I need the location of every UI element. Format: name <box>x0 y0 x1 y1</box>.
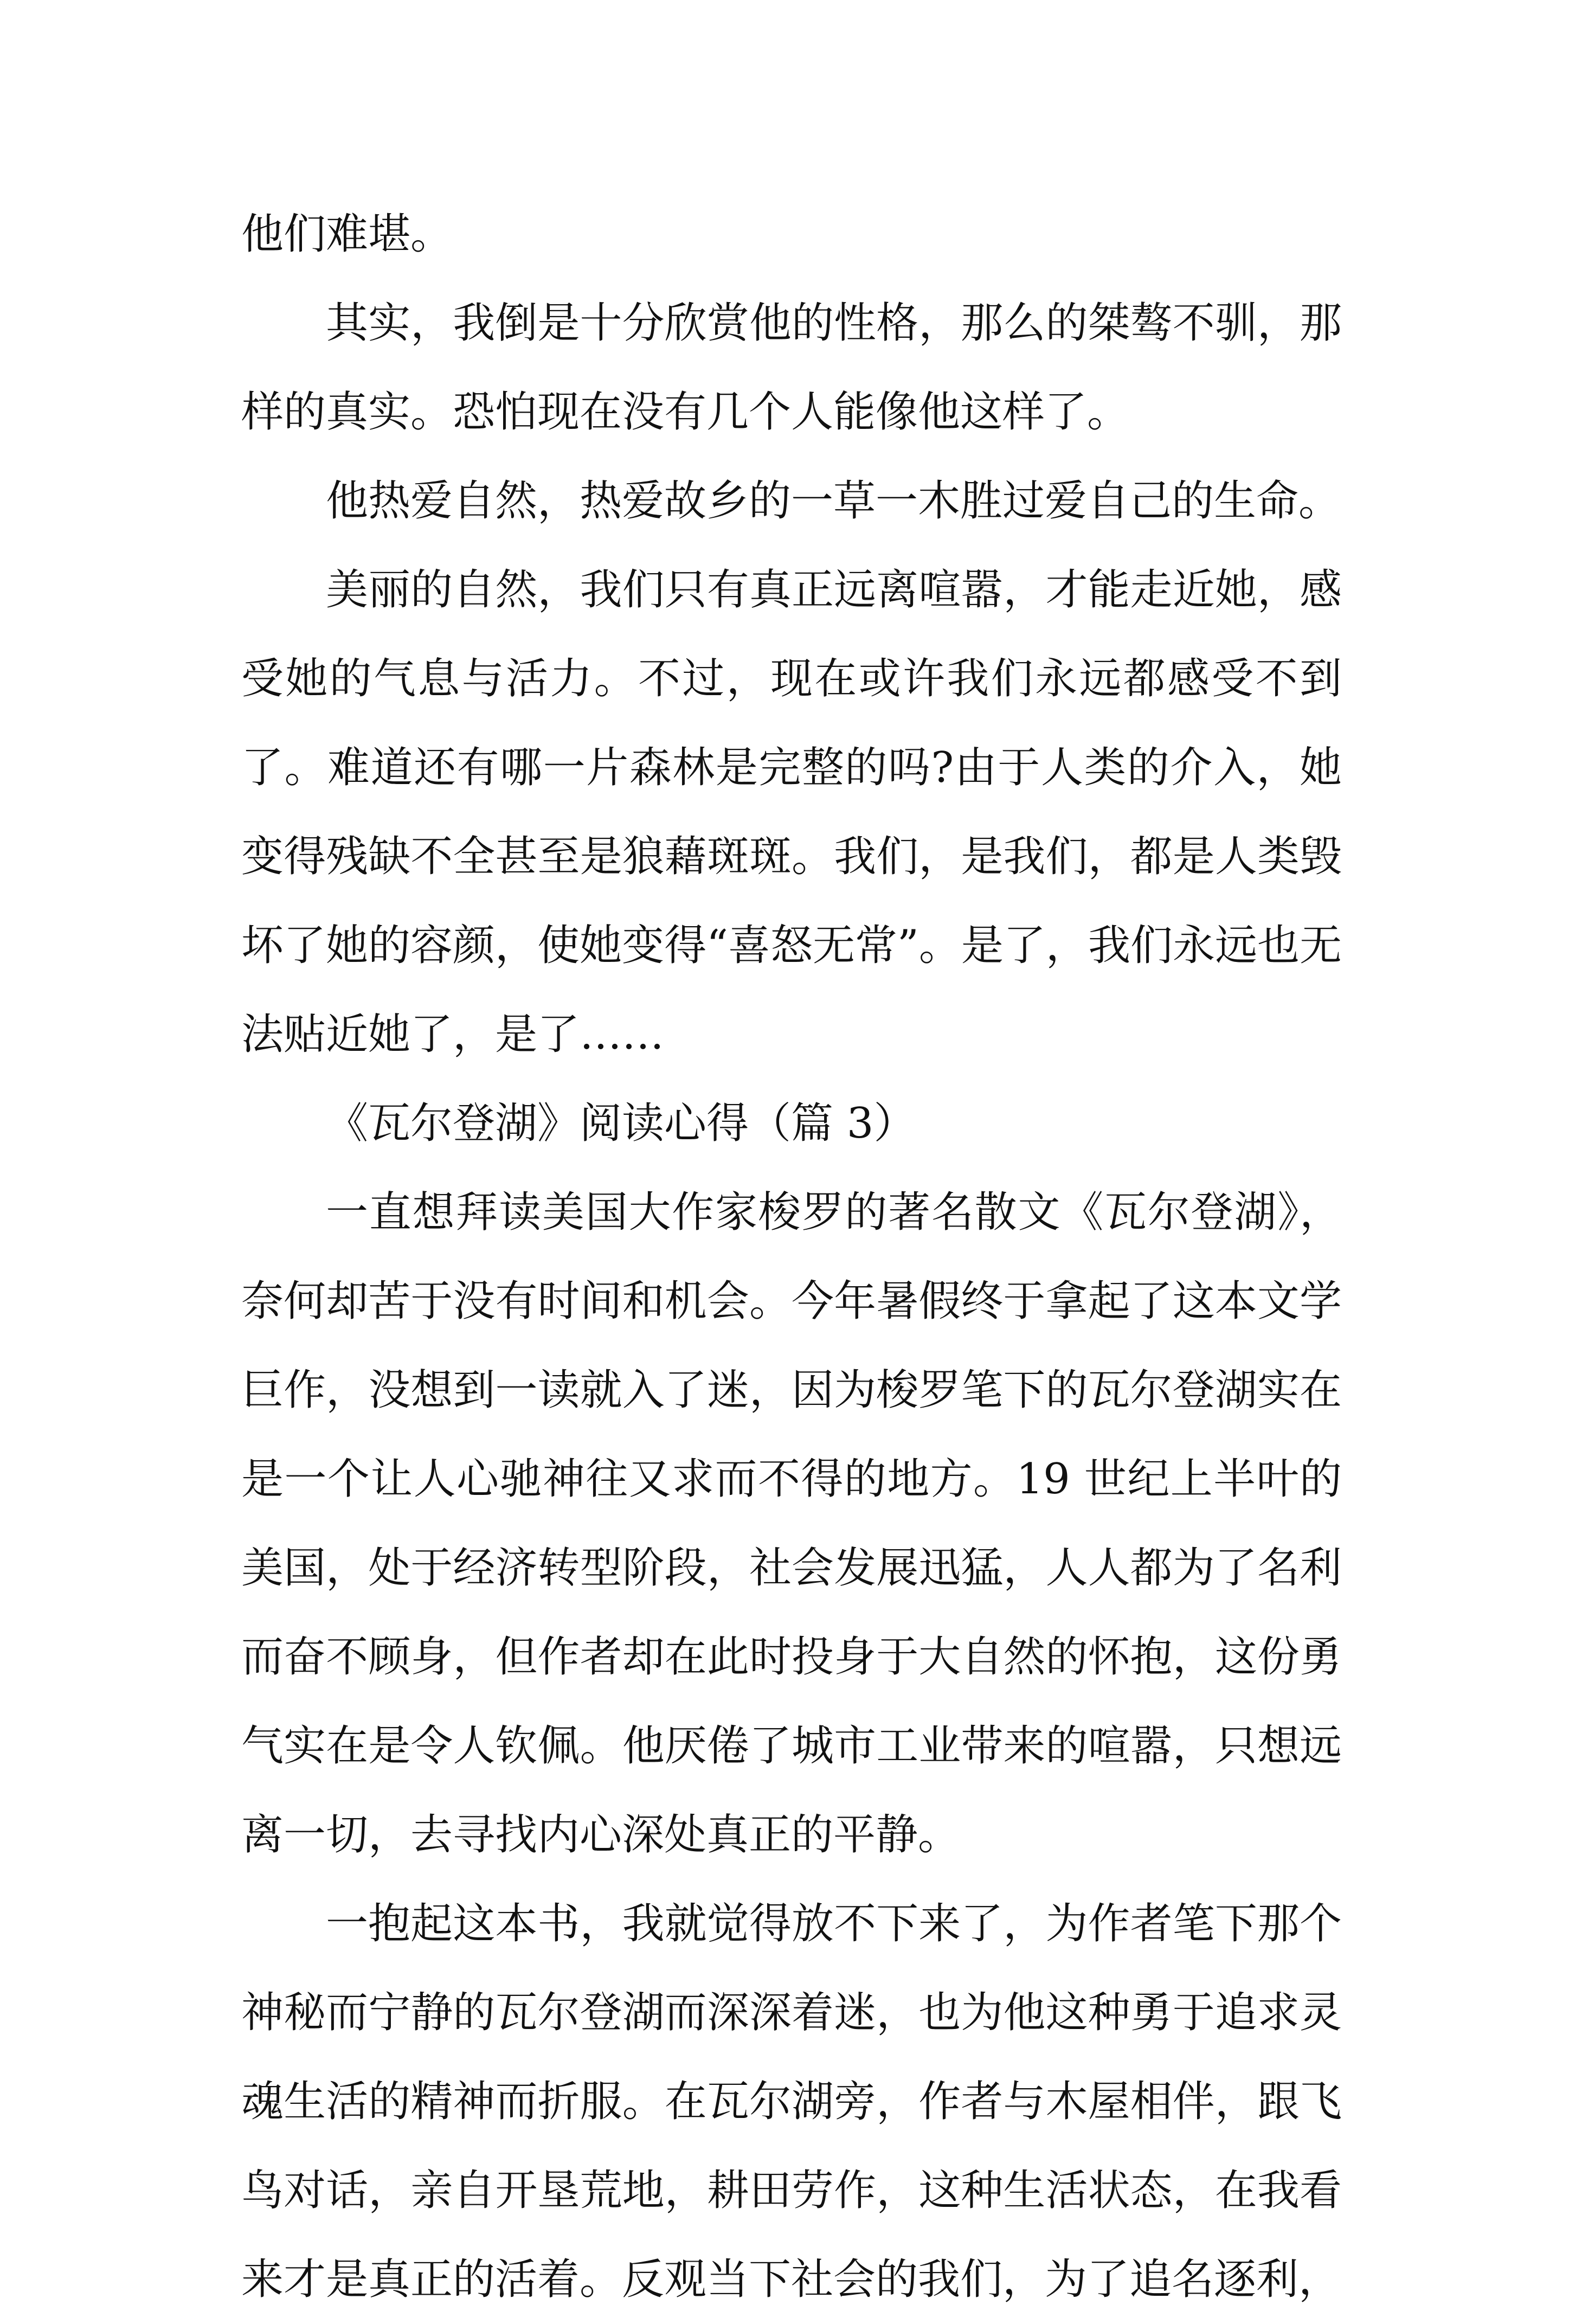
paragraph: 美丽的自然，我们只有真正远离喧嚣，才能走近她，感受她的气息与活力。不过，现在或许我们永远都感受不到了。难道还有哪一片森林是完整的吗?由于人类的介入，她变得残缺不全甚至是狼藉斑斑。我们，是我们，都是人类毁坏了她的容颜，使她变得“喜怒无常”。是了，我们永远也无法贴近她了，是了…… <box>241 566 1342 1059</box>
document-body <box>241 190 1342 2324</box>
paragraph: 一抱起这本书，我就觉得放不下来了，为作者笔下那个神秘而宁静的瓦尔登湖而深深着迷，也为他这种勇于追求灵魂生活的精神而折服。在瓦尔湖旁，作者与木屋相伴，跟飞鸟对话，亲自开垦荒地，耕田劳作，这种生活状态，在我看来才是真正的活着。反观当下社会的我们，为了追名逐利， <box>241 1899 1342 2304</box>
paragraph: 他热爱自然，热爱故乡的一草一木胜过爱自己的生命。 <box>326 477 1341 525</box>
section-heading: 《瓦尔登湖》阅读心得（篇 3） <box>326 1099 916 1148</box>
paragraph-continuation: 他们难堪。 <box>241 210 453 259</box>
paragraph: 其实，我倒是十分欣赏他的性格，那么的桀骜不驯，那样的真实。恐怕现在没有几个人能像他这样了。 <box>241 299 1342 436</box>
paragraph: 一直想拜读美国大作家梭罗的著名散文《瓦尔登湖》，奈何却苦于没有时间和机会。今年暑假终于拿起了这本文学巨作，没想到一读就入了迷，因为梭罗笔下的瓦尔登湖实在是一个让人心驰神往又求而不得的地方。19 世纪上半叶的美国，处于经济转型阶段，社会发展迅猛，人人都为了名利而奋不顾身，但作者却在此时投身于大自然的怀抱，这份勇气实在是令人钦佩。他厌倦了城市工业带来的喧嚣，只想远离一切，去寻找内心深处真正的平静。 <box>241 1188 1342 1859</box>
